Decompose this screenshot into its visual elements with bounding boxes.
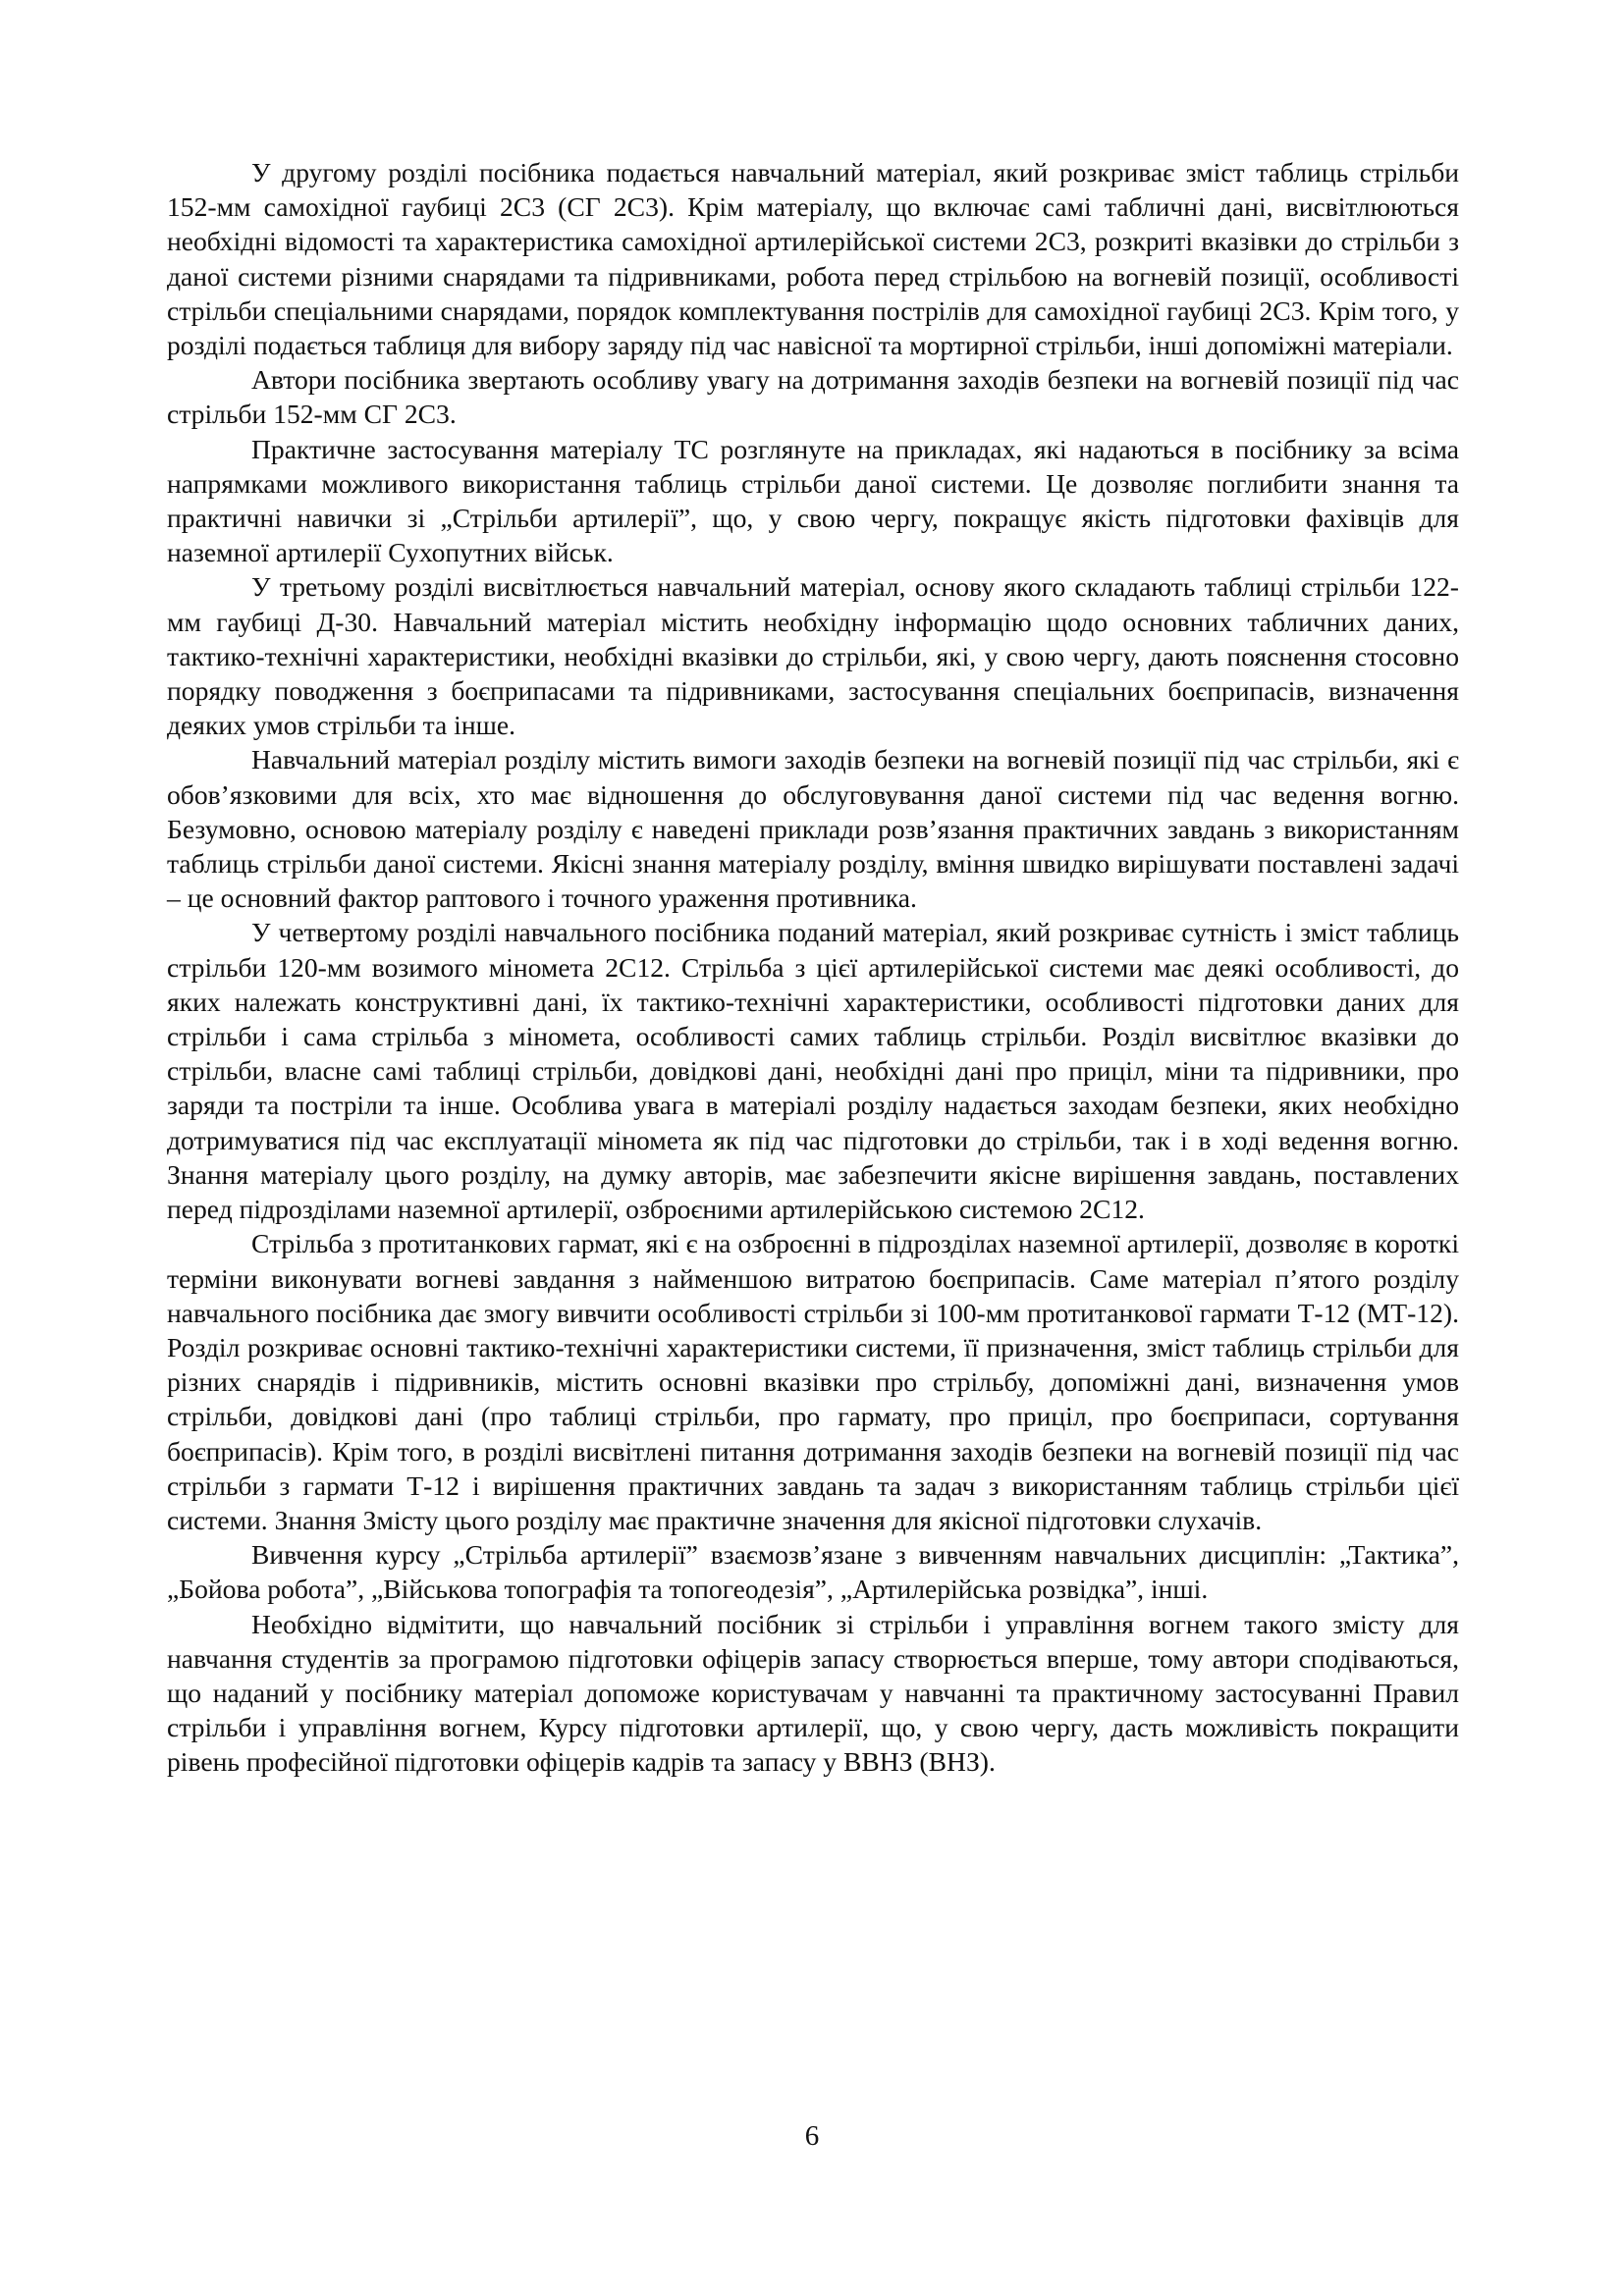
paragraph-practical-application: Практичне застосування матеріалу ТС розглянуте на прикладах, які надаються в посібнику за всіма напрямками можливого використання таблиць стрільби даної системи. Це дозволяє поглибити знання та практичні навички зі „Стрільби артилерії”, що, у свою чергу, покращує якість підготовки фахівців для наземної артилерії Сухопутних військ. (167, 433, 1459, 568)
page-number: 6 (804, 2120, 820, 2152)
paragraph-section-four: У четвертому розділі навчального посібника поданий матеріал, який розкриває сутність і зміст таблиць стрільби 120-мм возимого міномета 2С12. Стрільба з цієї артилерійської системи має деякі особливості, до яких належать конструктивні дані, їх тактико-технічні характеристики, особливості підготовки даних для стрільби і сама стрільба з міномета, особливості самих таблиць стрільби. Розділ висвітлює вказівки до стрільби, власне самі таблиці стрільби, довідкові дані, необхідні дані про приціл, міни та підривники, про заряди та постріли та інше. Особлива увага в матеріалі розділу надається заходам безпеки, яких необхідно дотримуватися під час експлуатації міномета як під час підготовки до стрільби, так і в ході ведення вогню. Знання матеріалу цього розділу, на думку авторів, має забезпечити якісне вирішення завдань, поставлених перед підрозділами наземної артилерії, озброєними артилерійською системою 2С12. (167, 917, 1459, 1225)
paragraph-section-three: У третьому розділі висвітлюється навчальний матеріал, основу якого складають таблиці стрільби 122-мм гаубиці Д-30. Навчальний матеріал містить необхідну інформацію щодо основних табличних даних, тактико-технічні характеристики, необхідні вказівки до стрільби, які, у свою чергу, дають пояснення стосовно порядку поводження з боєприпасами та підривниками, застосування спеціальних боєприпасів, визначення деяких умов стрільби та інше. (167, 571, 1459, 741)
paragraph-section-five: Стрільба з протитанкових гармат, які є на озброєнні в підрозділах наземної артилерії, дозволяє в короткі терміни виконувати вогневі завдання з найменшою витратою боєприпасів. Саме матеріал п’ятого розділу навчального посібника дає змогу вивчити особливості стрільби зі 100-мм протитанкової гармати Т-12 (МТ-12). Розділ розкриває основні тактико-технічні характеристики системи, її призначення, зміст таблиць стрільби для різних снарядів і підривників, містить основні вказівки про стрільбу, допоміжні дані, визначення умов стрільби, довідкові дані (про таблиці стрільби, про гармату, про приціл, про боєприпаси, сортування боєприпасів). Крім того, в розділі висвітлені питання дотримання заходів безпеки на вогневій позиції під час стрільби з гармати Т-12 і вирішення практичних завдань та задач з використанням таблиць стрільби цієї системи. Знання Змісту цього розділу має практичне значення для якісної підготовки слухачів. (167, 1228, 1459, 1535)
document-body (167, 155, 1459, 1780)
paragraph-safety-2s3: Автори посібника звертають особливу увагу на дотримання заходів безпеки на вогневій позиції під час стрільби 152-мм СГ 2С3. (167, 364, 1459, 430)
paragraph-safety-d30: Навчальний матеріал розділу містить вимоги заходів безпеки на вогневій позиції під час стрільби, які є обов’язковими для всіх, хто має відношення до обслуговування даної системи під час ведення вогню. Безумовно, основою матеріалу розділу є наведені приклади розв’язання практичних завдань з використанням таблиць стрільби даної системи. Якісні знання матеріалу розділу, вміння швидко вирішувати поставлені задачі – це основний фактор раптового і точного ураження противника. (167, 744, 1459, 914)
paragraph-section-two: У другому розділі посібника подається навчальний матеріал, який розкриває зміст таблиць стрільби 152-мм самохідної гаубиці 2С3 (СГ 2С3). Крім матеріалу, що включає самі табличні дані, висвітлюються необхідні відомості та характеристика самохідної артилерійської системи 2С3, розкриті вказівки до стрільби з даної системи різними снарядами та підривниками, робота перед стрільбою на вогневій позиції, особливості стрільби спеціальними снарядами, порядок комплектування пострілів для самохідної гаубиці 2С3. Крім того, у розділі подається таблиця для вибору заряду під час навісної та мортирної стрільби, інші допоміжні матеріали. (167, 157, 1459, 361)
paragraph-conclusion: Необхідно відмітити, що навчальний посібник зі стрільби і управління вогнем такого змісту для навчання студентів за програмою підготовки офіцерів запасу створюється вперше, тому автори сподіваються, що наданий у посібнику матеріал допоможе користувачам у навчанні та практичному застосуванні Правил стрільби і управління вогнем, Курсу підготовки артилерії, що, у свою чергу, дасть можливість покращити рівень професійної підготовки офіцерів кадрів та запасу у ВВНЗ (ВНЗ). (167, 1608, 1459, 1778)
paragraph-related-disciplines: Вивчення курсу „Стрільба артилерії” взаємозв’язане з вивченням навчальних дисциплін: „Тактика”, „Бойова робота”, „Військова топографія та топогеодезія”, „Артилерійська розвідка”, інші. (167, 1539, 1459, 1605)
